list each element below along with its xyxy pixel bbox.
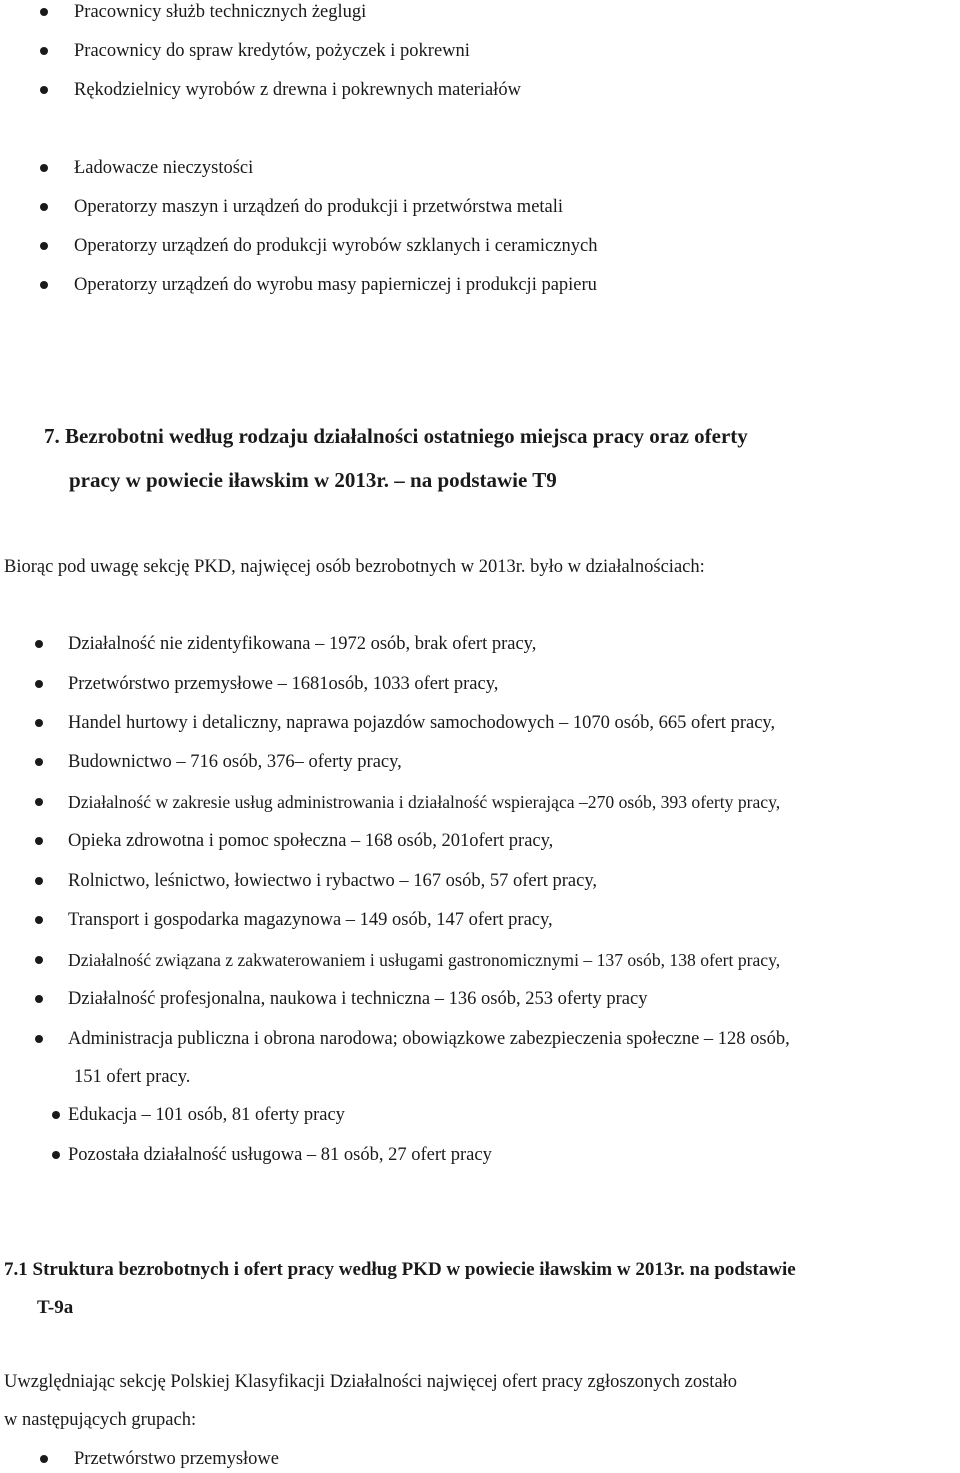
bullet-icon [35,837,43,845]
section-71-title-line1: 7.1 Struktura bezrobotnych i ofert pracy według PKD w powiecie iławskim w 2013r. na podstawie [4,1259,796,1280]
bullet-icon [40,1455,48,1463]
section-7-title-line1 [44,423,748,449]
section-7-intro: Biorąc pod uwagę sekcję PKD, najwięcej osób bezrobotnych w 2013r. było w działalnościach: [4,557,705,577]
list-item: Pracownicy służb technicznych żeglugi [74,2,367,22]
list-item: Ładowacze nieczystości [74,158,254,178]
bullet-icon [40,47,48,55]
bullet-icon [40,281,48,289]
list-item: Pozostała działalność usługowa – 81 osób, 27 ofert pracy [68,1145,492,1165]
bullet-icon [35,719,43,727]
section-title-suffix: – na podstawie T9 [394,468,557,492]
list-item: Transport i gospodarka magazynowa – 149 osób, 147 ofert pracy, [68,910,553,930]
list-item: Edukacja – 101 osób, 81 oferty pracy [68,1105,345,1125]
section-title-text: Bezrobotni według rodzaju działalności ostatniego miejsca pracy oraz oferty [65,424,748,448]
bullet-icon [52,1151,60,1159]
bullet-icon [40,8,48,16]
list-item: Operatorzy maszyn i urządzeń do produkcji i przetwórstwa metali [74,197,564,217]
list-item: Działalność profesjonalna, naukowa i techniczna – 136 osób, 253 oferty pracy [68,989,648,1009]
list-item: Administracja publiczna i obrona narodowa; obowiązkowe zabezpieczenia społeczne – 128 osób, [68,1029,790,1049]
bullet-icon [40,86,48,94]
bullet-icon [35,877,43,885]
list-item: Przetwórstwo przemysłowe [74,1449,279,1469]
list-item: Przetwórstwo przemysłowe – 1681osób, 1033 ofert pracy, [68,674,499,694]
bullet-icon [35,798,43,806]
list-item: Pracownicy do spraw kredytów, pożyczek i pokrewni [74,41,470,61]
section-71-intro-line1: Uwzględniając sekcję Polskiej Klasyfikacji Działalności najwięcej ofert pracy zgłoszonych zostało [4,1372,738,1392]
bullet-icon [52,1111,60,1119]
bullet-icon [35,956,43,964]
list-item: Rękodzielnicy wyrobów z drewna i pokrewnych materiałów [74,80,521,100]
bullet-icon [35,758,43,766]
bullet-icon [35,640,43,648]
section-7-title-line2 [69,467,557,493]
bullet-icon [35,995,43,1003]
bullet-icon [35,1035,43,1043]
section-71-title-line2: T-9a [37,1297,74,1318]
list-item: Opieka zdrowotna i pomoc społeczna – 168 osób, 201ofert pracy, [68,831,554,851]
section-71-intro-line2: w następujących grupach: [4,1410,197,1430]
section-title-text-2: pracy w powiecie iławskim w 2013r. [69,468,390,492]
bullet-icon [35,680,43,688]
list-item-continuation: 151 ofert pracy. [74,1067,191,1087]
bullet-icon [40,164,48,172]
list-item: Operatorzy urządzeń do produkcji wyrobów szklanych i ceramicznych [74,236,598,256]
list-item: Handel hurtowy i detaliczny, naprawa pojazdów samochodowych – 1070 osób, 665 ofert pracy, [68,713,776,733]
list-item: Działalność w zakresie usług administrowania i działalność wspierająca –270 osób, 393 oferty pracy, [68,792,781,812]
list-item: Rolnictwo, leśnictwo, łowiectwo i rybactwo – 167 osób, 57 ofert pracy, [68,871,598,891]
bullet-icon [40,203,48,211]
list-item: Działalność związana z zakwaterowaniem i usługami gastronomicznymi – 137 osób, 138 ofert pracy, [68,950,781,970]
section-number: 7. [44,424,60,448]
list-item: Budownictwo – 716 osób, 376– oferty pracy, [68,752,402,772]
bullet-icon [40,242,48,250]
list-item: Działalność nie zidentyfikowana – 1972 osób, brak ofert pracy, [68,634,537,654]
bullet-icon [35,916,43,924]
list-item: Operatorzy urządzeń do wyrobu masy papierniczej i produkcji papieru [74,275,597,295]
